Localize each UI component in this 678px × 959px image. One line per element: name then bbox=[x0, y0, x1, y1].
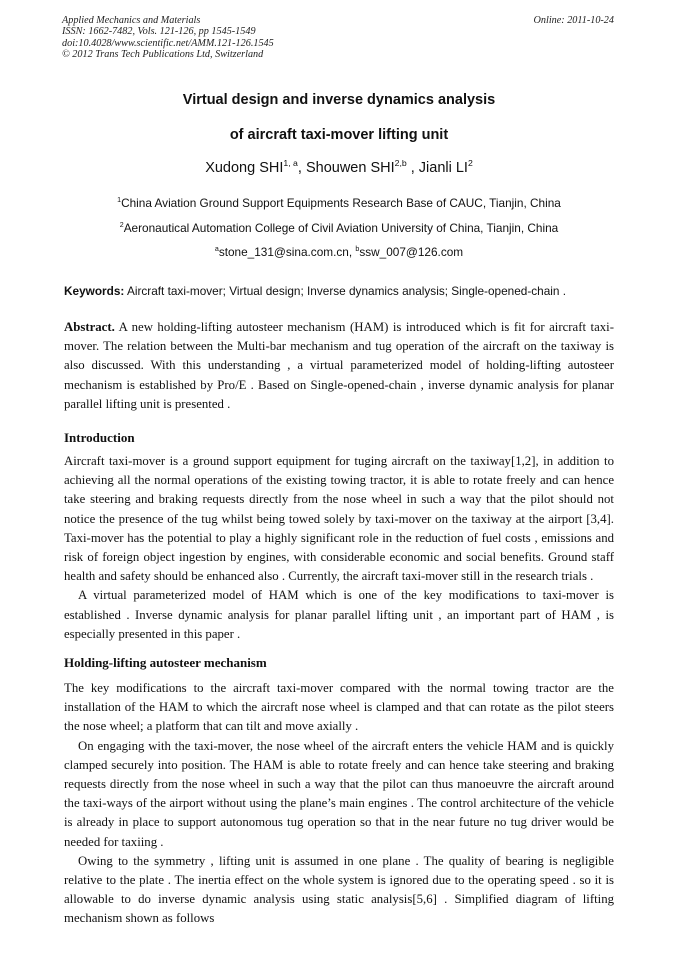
abstract-section bbox=[64, 318, 614, 414]
introduction-paragraph-1: Aircraft taxi-mover is a ground support equipment for tuging aircraft on the taxiway[1,2], in addition to achieving all the normal operations of the existing towing tractor, it is able to rotate freely and can hence take steering and braking requests directly from the nose wheel in such a way that the pilot should not notice the presence of the tug whilst being towed solely by taxi-mover on the taxiway at the airport [3,4]. Taxi-mover has the potential to play a highly significant role in the reduction of fuel costs , emissions and risk of foreign object ingestion by engines, with considerable economic and social benefits. Ground staff health and safety should be enhanced also . Currently, the aircraft taxi-mover still in the research trials . bbox=[64, 454, 614, 584]
author-1-sup: 1, a bbox=[283, 158, 298, 169]
author-list bbox=[0, 160, 678, 176]
ham-paragraph-2: On engaging with the taxi-mover, the nose wheel of the aircraft enters the vehicle HAM and is quickly clamped securely into position. The HAM is able to rotate freely and can hence take steering and braking requests directly from the nose wheel in such a way that the pilot can thus manoeuvre the aircraft around the taxi-ways of the airport without using the plane’s main engines . The control architecture of the vehicle is already in place to support autonomous tug operation so that in the near future no tug driver would be needed for taxiing . bbox=[64, 738, 614, 849]
author-2-sup: 2,b bbox=[394, 158, 407, 169]
affiliation-2-sup: 2 bbox=[119, 221, 124, 230]
author-separator: , bbox=[406, 160, 419, 176]
affiliation-1 bbox=[0, 196, 678, 210]
journal-header bbox=[62, 15, 618, 61]
author-separator: , bbox=[297, 160, 306, 176]
keywords-text: Aircraft taxi-mover; Virtual design; Inverse dynamics analysis; Single-opened-chain . bbox=[126, 284, 567, 298]
email-b: ssw_007@126.com bbox=[359, 245, 464, 259]
author-3-sup: 2 bbox=[467, 158, 473, 169]
paper-title-line-1: Virtual design and inverse dynamics analysis bbox=[182, 92, 496, 108]
affiliation-1-text: China Aviation Ground Support Equipments Research Base of CAUC, Tianjin, China bbox=[121, 196, 561, 210]
introduction-heading: Introduction bbox=[64, 430, 135, 445]
author-2-name: Shouwen SHI bbox=[305, 160, 395, 176]
doi-line: doi:10.4028/www.scientific.net/AMM.121-126.1545 bbox=[62, 37, 274, 49]
abstract-text: A new holding-lifting autosteer mechanism (HAM) is introduced which is fit for aircraft taxi-mover. The relation between the Multi-bar mechanism and tug operation of the aircraft on the taxiway is also discussed. With this understanding , a virtual parameterized model of holding-lifting autosteer mechanism is established by Pro/E . Based on Single-opened-chain , inverse dynamic analysis for planar parallel lifting unit is presented . bbox=[64, 320, 614, 411]
paper-title-line-2: of aircraft taxi-mover lifting unit bbox=[229, 127, 449, 143]
affiliation-2 bbox=[0, 221, 678, 235]
author-3-name: Jianli LI bbox=[418, 160, 468, 176]
affiliation-1-sup: 1 bbox=[117, 196, 122, 205]
abstract-label: Abstract. bbox=[64, 320, 115, 334]
affiliation-2-text: Aeronautical Automation College of Civil Aviation University of China, Tianjin, China bbox=[123, 221, 559, 235]
email-b-sup: b bbox=[355, 245, 360, 254]
email-line bbox=[0, 245, 678, 259]
issn-line: ISSN: 1662-7482, Vols. 121-126, pp 1545-1549 bbox=[62, 26, 256, 38]
journal-name: Applied Mechanics and Materials bbox=[62, 15, 201, 26]
ham-section bbox=[64, 679, 614, 929]
email-a-sup: a bbox=[214, 245, 219, 254]
abstract-paragraph bbox=[64, 318, 614, 414]
author-1-name: Xudong SHI bbox=[205, 160, 284, 176]
introduction-paragraph-2: A virtual parameterized model of HAM which is one of the key modifications to taxi-mover is established . Inverse dynamic analysis for planar parallel lifting unit , an important part of HAM , is especially presented in this paper . bbox=[64, 588, 614, 641]
introduction-section bbox=[64, 452, 614, 644]
email-a: stone_131@sina.com.cn, bbox=[218, 245, 353, 259]
online-date: Online: 2011-10-24 bbox=[533, 15, 614, 26]
ham-paragraph-1: The key modifications to the aircraft taxi-mover compared with the normal towing tractor are the installation of the HAM to which the aircraft nose wheel is clamped and that can rotate as the pilot steers the nose wheel; a platform that can tilt and move axially . bbox=[64, 681, 614, 734]
copyright-line: © 2012 Trans Tech Publications Ltd, Switzerland bbox=[62, 49, 264, 61]
ham-paragraph-3: Owing to the symmetry , lifting unit is assumed in one plane . The quality of bearing is negligible relative to the plate . The inertia effect on the whole system is ignored due to the operating speed . so it is allowable to do inverse dynamic analysis using static analysis[5,6] . Simplified diagram of lifting mechanism shown as follows bbox=[64, 853, 614, 926]
keywords-label: Keywords: bbox=[64, 284, 125, 298]
ham-heading: Holding-lifting autosteer mechanism bbox=[64, 655, 267, 670]
keywords bbox=[64, 284, 620, 298]
